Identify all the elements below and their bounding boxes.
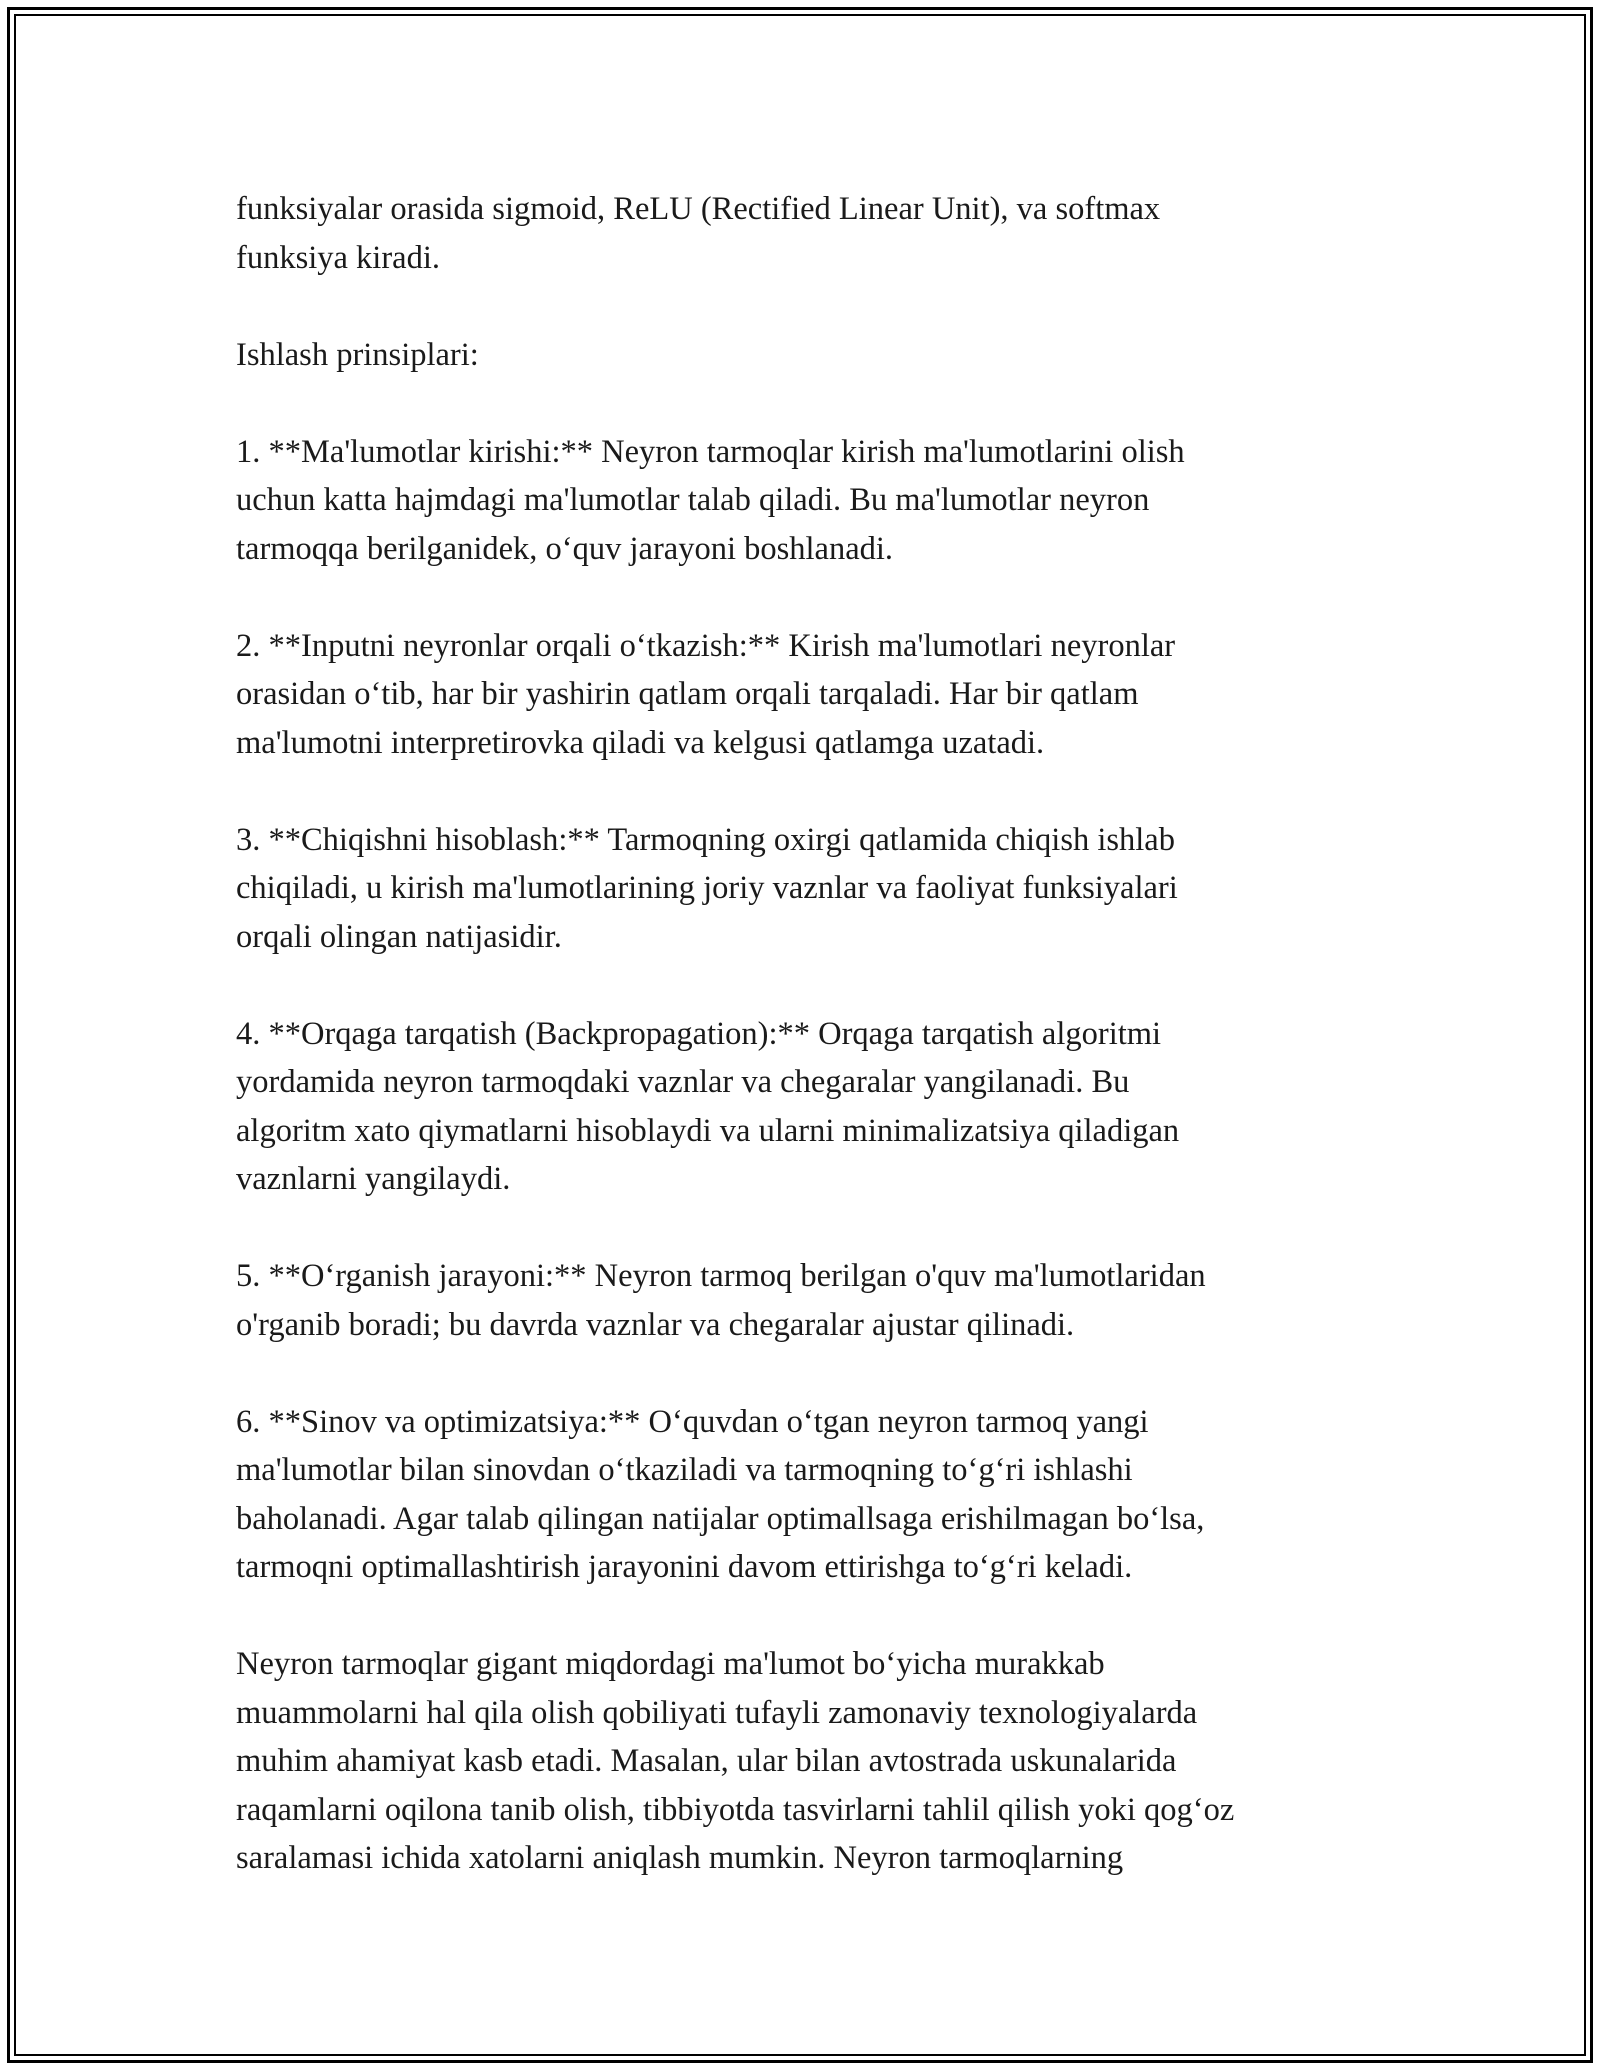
text-line: muammolarni hal qila olish qobiliyati tufayli zamonaviy texnologiyalarda [236, 1694, 1198, 1731]
text-line: tarmoqqa berilganidek, o‘quv jarayoni boshlanadi. [236, 530, 894, 567]
paragraph [236, 816, 1386, 962]
text-line: tarmoqni optimallashtirish jarayonini davom ettirishga to‘g‘ri keladi. [236, 1549, 1133, 1585]
text-line: Neyron tarmoqlar gigant miqdordagi ma'lumot bo‘yicha murakkab [236, 1646, 1105, 1682]
text-line: saralamasi ichida xatolarni aniqlash mumkin. Neyron tarmoqlarning [236, 1840, 1124, 1876]
text-line: 4. **Orqaga tarqatish (Backpropagation):** Orqaga tarqatish algoritmi [236, 1015, 1162, 1052]
text-line: orasidan o‘tib, har bir yashirin qatlam orqali tarqaladi. Har bir qatlam [236, 676, 1139, 712]
text-line: funksiya kiradi. [236, 239, 440, 276]
paragraph [236, 1398, 1386, 1592]
text-line: yordamida neyron tarmoqdaki vaznlar va chegaralar yangilanadi. Bu [236, 1064, 1130, 1100]
paragraph [236, 185, 1386, 282]
text-line: o'rganib boradi; bu davrda vaznlar va chegaralar ajustar qilinadi. [236, 1306, 1075, 1343]
text-line: 3. **Chiqishni hisoblash:** Tarmoqning oxirgi qatlamida chiqish ishlab [236, 821, 1175, 858]
paragraph [236, 1010, 1386, 1204]
text-line: vaznlarni yangilaydi. [236, 1161, 511, 1197]
text-line: 5. **O‘rganish jarayoni:** Neyron tarmoq berilgan o'quv ma'lumotlaridan [236, 1258, 1206, 1294]
paragraph [236, 428, 1386, 574]
text-line: 6. **Sinov va optimizatsiya:** O‘quvdan o‘tgan neyron tarmoq yangi [236, 1403, 1149, 1440]
text-line: 2. **Inputni neyronlar orqali o‘tkazish:** Kirish ma'lumotlari neyronlar [236, 627, 1176, 664]
paragraph [236, 1252, 1386, 1349]
text-line: funksiyalar orasida sigmoid, ReLU (Rectified Linear Unit), va softmax [236, 191, 1161, 227]
text-line: chiqiladi, u kirish ma'lumotlarining joriy vaznlar va faoliyat funksiyalari [236, 870, 1178, 906]
text-line: Ishlash prinsiplari: [236, 336, 479, 373]
document-body [236, 185, 1386, 1931]
text-line: uchun katta hajmdagi ma'lumotlar talab qiladi. Bu ma'lumotlar neyron [236, 482, 1150, 518]
text-line: algoritm xato qiymatlarni hisoblaydi va ularni minimalizatsiya qiladigan [236, 1112, 1180, 1149]
paragraph [236, 1640, 1386, 1883]
text-line: 1. **Ma'lumotlar kirishi:** Neyron tarmoqlar kirish ma'lumotlarini olish [236, 433, 1185, 470]
text-line: orqali olingan natijasidir. [236, 918, 562, 955]
paragraph [236, 331, 1386, 380]
text-line: baholanadi. Agar talab qilingan natijalar optimallsaga erishilmagan bo‘lsa, [236, 1500, 1205, 1537]
text-line: muhim ahamiyat kasb etadi. Masalan, ular bilan avtostrada uskunalarida [236, 1743, 1177, 1779]
text-line: raqamlarni oqilona tanib olish, tibbiyotda tasvirlarni tahlil qilish yoki qog‘oz [236, 1791, 1235, 1828]
text-line: ma'lumotlar bilan sinovdan o‘tkaziladi va tarmoqning to‘g‘ri ishlashi [236, 1452, 1133, 1488]
paragraph [236, 622, 1386, 768]
text-line: ma'lumotni interpretirovka qiladi va kelgusi qatlamga uzatadi. [236, 724, 1045, 761]
